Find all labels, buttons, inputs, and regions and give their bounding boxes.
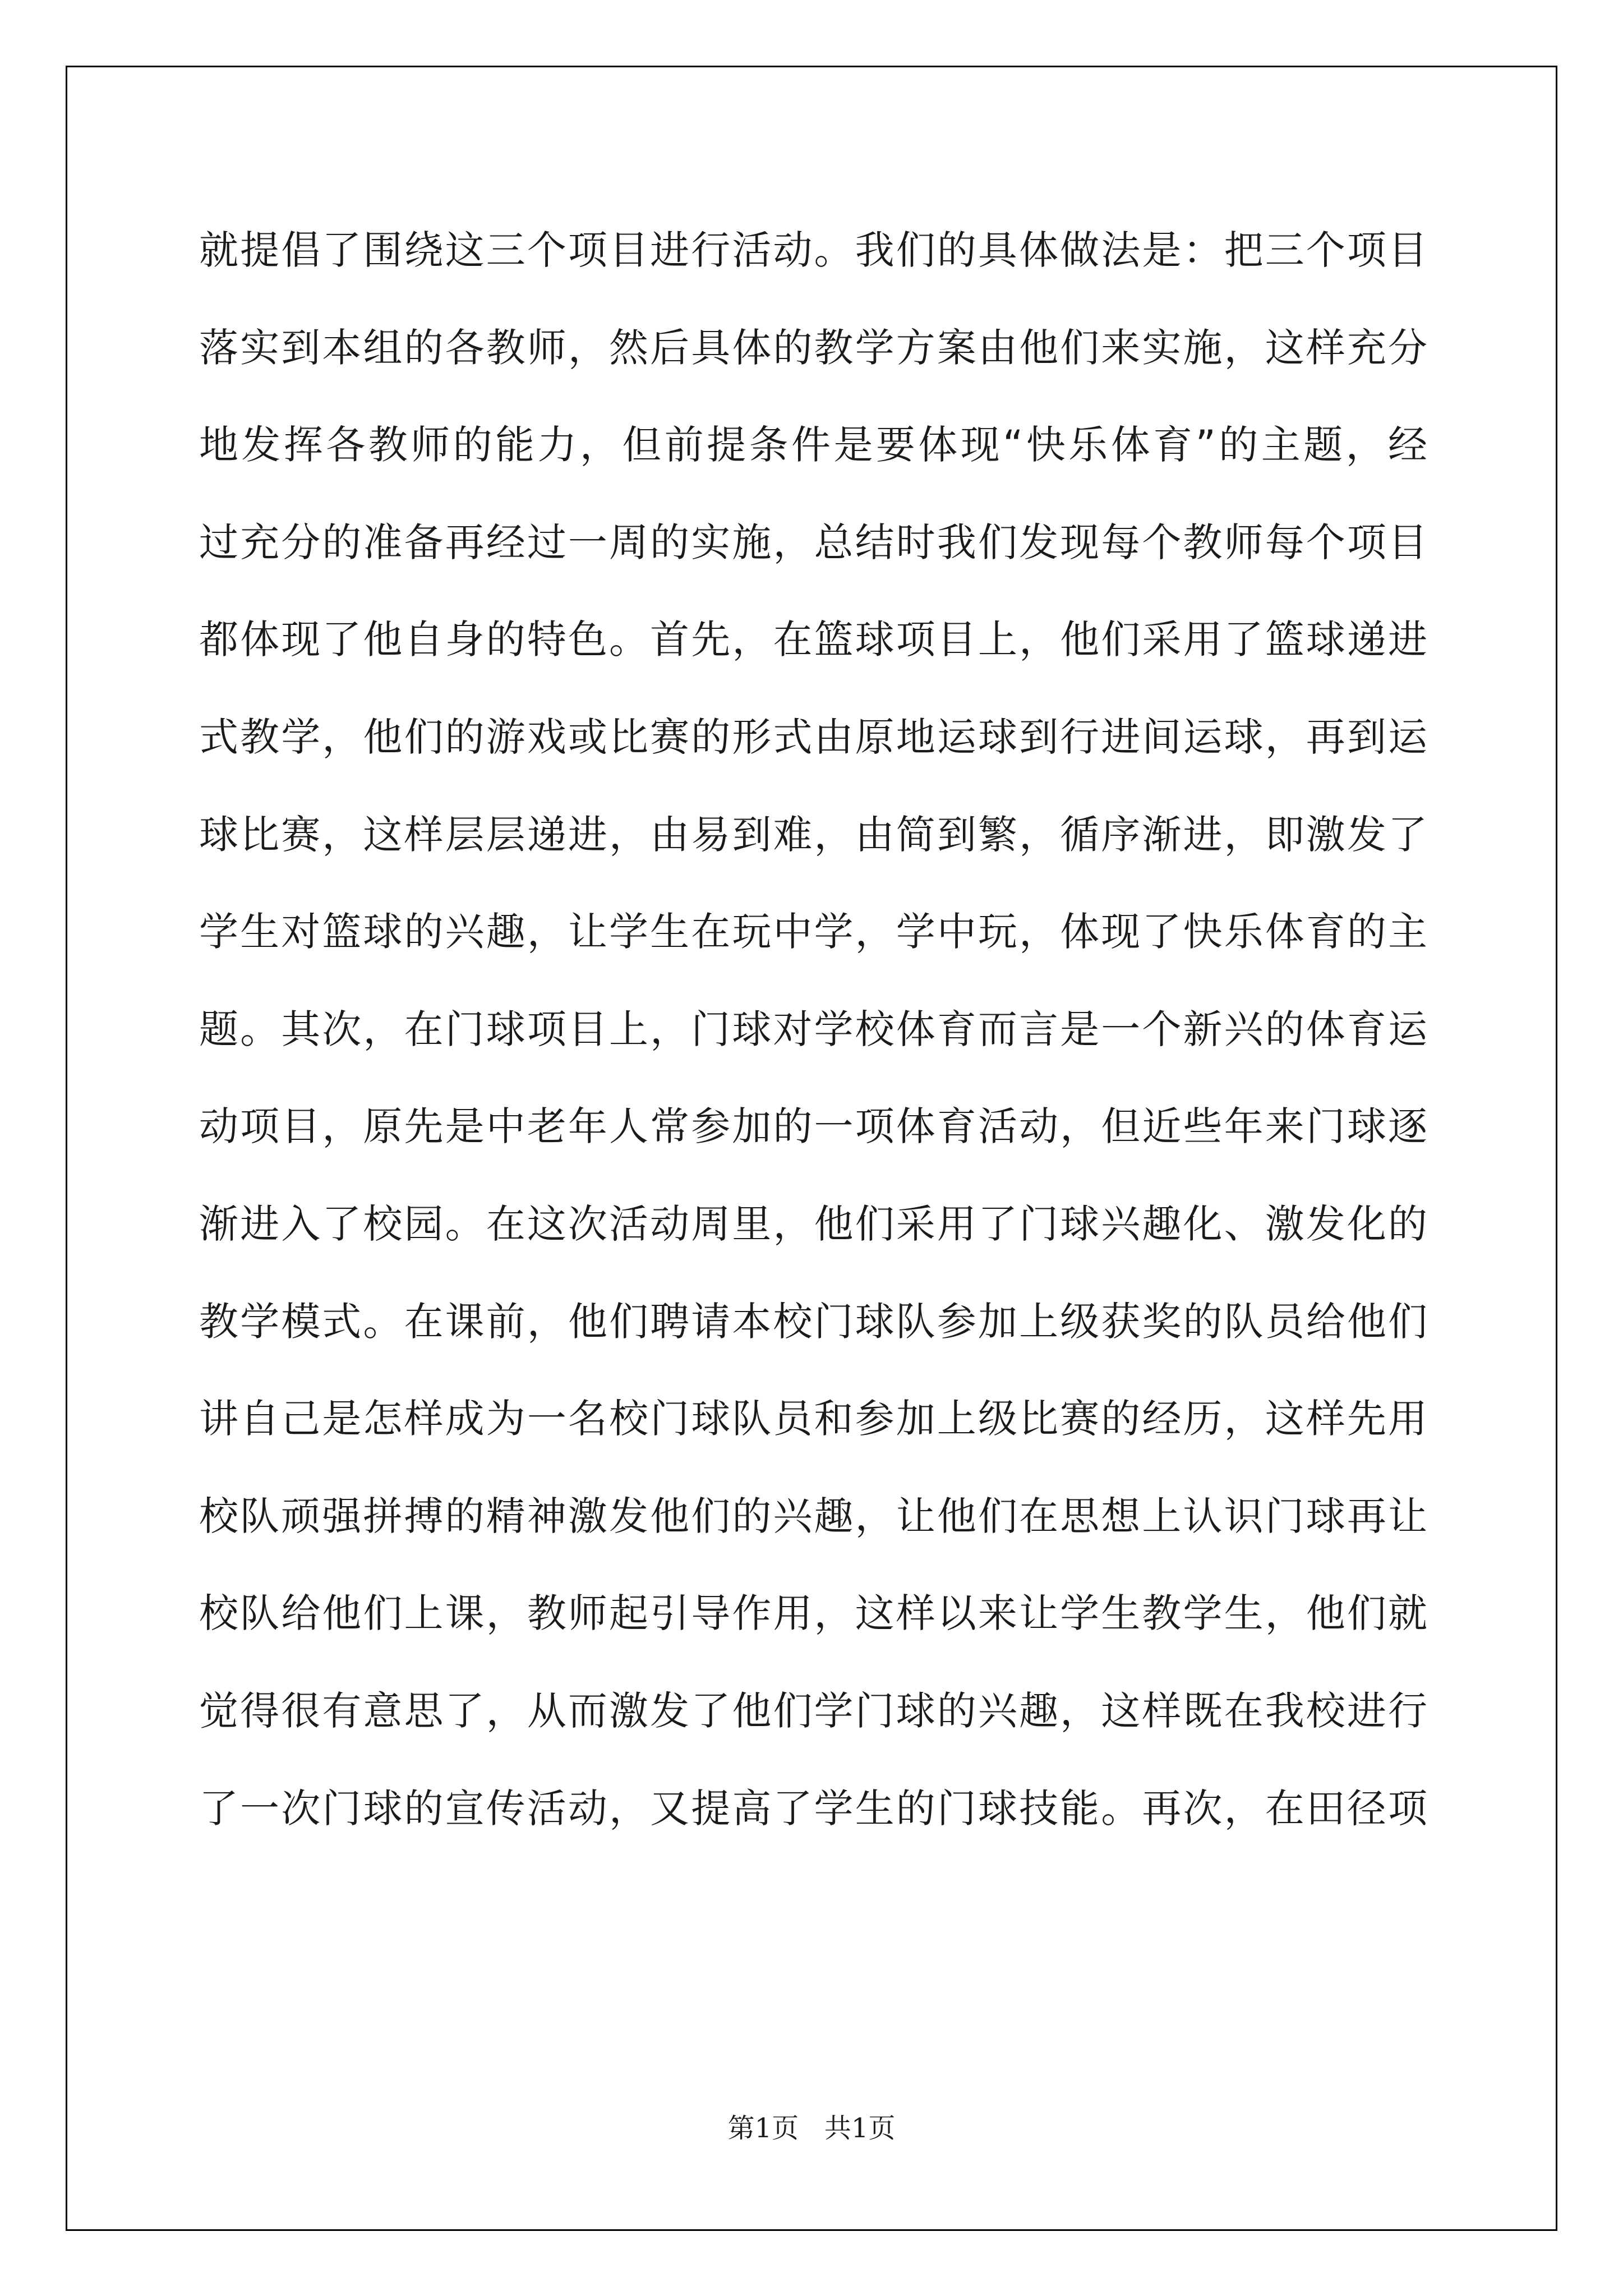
text-line-11: 渐进入了校园。在这次活动周里，他们采用了门球兴趣化、激发化的 [199, 1200, 1427, 1247]
text-line-16: 觉得很有意思了，从而激发了他们学门球的兴趣，这样既在我校进行 [199, 1687, 1427, 1734]
text-line-2: 落实到本组的各教师，然后具体的教学方案由他们来实施，这样充分 [199, 324, 1427, 371]
text-line-6: 式教学，他们的游戏或比赛的形式由原地运球到行进间运球，再到运 [199, 714, 1427, 760]
text-line-12: 教学模式。在课前，他们聘请本校门球队参加上级获奖的队员给他们 [199, 1298, 1427, 1345]
page-total: 共1页 [824, 2113, 896, 2144]
text-line-3: 地发挥各教师的能力，但前提条件是要体现“快乐体育”的主题，经 [199, 422, 1427, 468]
body-text [199, 202, 1427, 1857]
text-line-13: 讲自己是怎样成为一名校门球队员和参加上级比赛的经历，这样先用 [199, 1396, 1427, 1442]
page-number: 第1页 [727, 2113, 799, 2144]
text-line-14: 校队顽强拼搏的精神激发他们的兴趣，让他们在思想上认识门球再让 [199, 1493, 1427, 1539]
text-line-17: 了一次门球的宣传活动，又提高了学生的门球技能。再次，在田径项 [199, 1785, 1427, 1832]
text-line-9: 题。其次，在门球项目上，门球对学校体育而言是一个新兴的体育运 [199, 1006, 1427, 1052]
text-line-10: 动项目，原先是中老年人常参加的一项体育活动，但近些年来门球逐 [199, 1103, 1427, 1150]
text-line-8: 学生对篮球的兴趣，让学生在玩中学，学中玩，体现了快乐体育的主 [199, 909, 1427, 955]
text-line-15: 校队给他们上课，教师起引导作用，这样以来让学生教学生，他们就 [199, 1590, 1427, 1637]
text-line-1: 就提倡了围绕这三个项目进行活动。我们的具体做法是：把三个项目 [199, 227, 1427, 273]
text-line-7: 球比赛，这样层层递进，由易到难，由简到繁，循序渐进，即激发了 [199, 811, 1427, 858]
text-line-4: 过充分的准备再经过一周的实施，总结时我们发现每个教师每个项目 [199, 519, 1427, 565]
text-line-5: 都体现了他自身的特色。首先，在篮球项目上，他们采用了篮球递进 [199, 616, 1427, 663]
page-footer [0, 2106, 1623, 2145]
